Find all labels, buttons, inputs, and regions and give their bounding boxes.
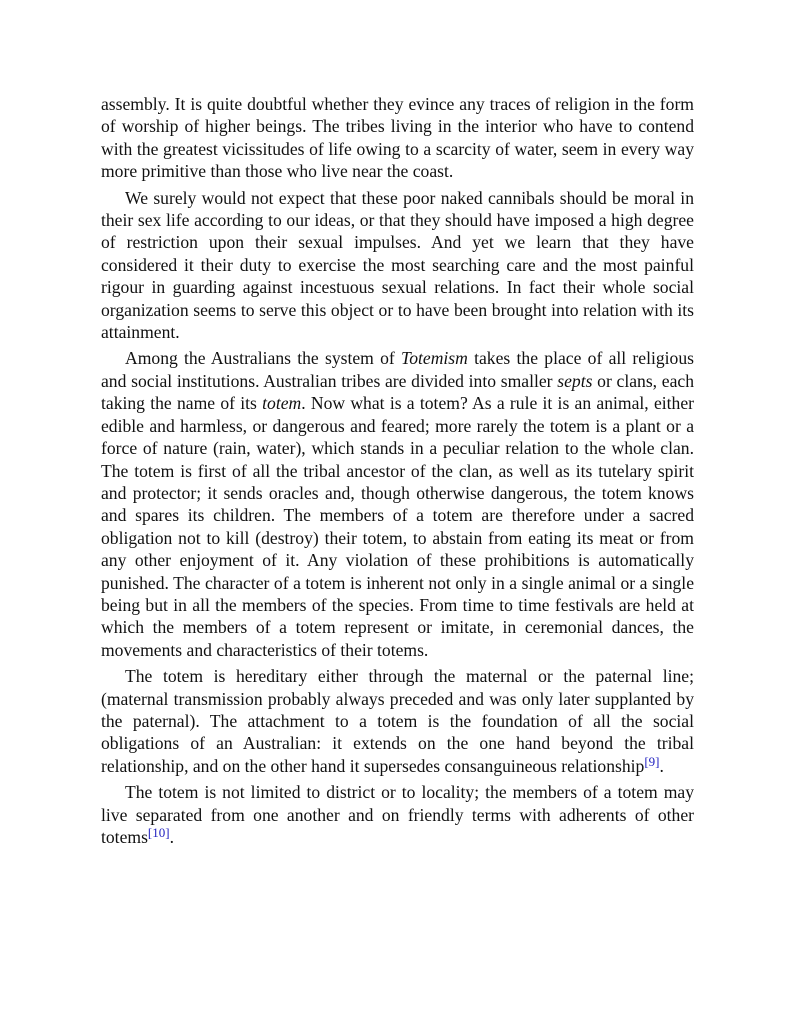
- italic-term: totem: [262, 393, 302, 414]
- document-page: [101, 93, 694, 852]
- italic-term: septs: [557, 370, 593, 391]
- text-run: or clans, each taking the name of its: [101, 370, 694, 414]
- text-run: takes the place of all religious and social institutions. Australian tribes are divided into smaller: [101, 348, 694, 391]
- paragraph: [101, 187, 694, 344]
- text-run: .: [169, 827, 174, 847]
- text-run: The totem is hereditary either through the maternal or the paternal line; (maternal transmission probably always preceded and was only later supplanted by the paternal). The attachment to a totem is the foundation of all the social obligations of an Australian: it extends on the one hand beyond the tribal relationship, and on the other hand it supersedes consanguineous relationship: [101, 666, 694, 776]
- italic-term: Totemism: [401, 348, 468, 369]
- text-run: assembly. It is quite doubtful whether they evince any traces of religion in the form of worship of higher beings. The tribes living in the interior who have to contend with the greatest vicissitudes of life owing to a scarcity of water, seem in every way more primitive than those who live near the coast.: [101, 94, 694, 182]
- footnote-link[interactable]: [10]: [147, 825, 170, 840]
- footnote-link[interactable]: [9]: [644, 753, 660, 769]
- text-run: The totem is not limited to district or to locality; the members of a totem may live separated from one another and on friendly terms with adherents of other totems: [101, 782, 694, 847]
- paragraph: [101, 347, 694, 661]
- paragraph: [101, 93, 694, 183]
- text-run: We surely would not expect that these poor naked cannibals should be moral in their sex life according to our ideas, or that they should have imposed a high degree of restriction upon their sexual impulses. And yet we learn that they have considered it their duty to exercise the most searching care and the most painful rigour in guarding against incestuous sexual relations. In fact their whole social organization seems to serve this object or to have been brought into relation with its attainment.: [101, 187, 694, 343]
- paragraph: [101, 781, 694, 848]
- text-run: Among the Australians the system of: [125, 348, 402, 369]
- paragraph: [101, 665, 694, 777]
- text-run: .: [659, 755, 664, 776]
- text-run: . Now what is a totem? As a rule it is an animal, either edible and harmless, or dangerous and feared; more rarely the totem is a plant or a force of nature (rain, water), which stands in a peculiar relation to the whole clan. The totem is first of all the tribal ancestor of the clan, as well as its tutelary spirit and protector; it sends oracles and, though otherwise dangerous, the totem knows and spares its children. The members of a totem are therefore under a sacred obligation not to kill (destroy) their totem, to abstain from eating its meat or from any other enjoyment of it. Any violation of these prohibitions is automatically punished. The character of a totem is inherent not only in a single animal or a single being but in all the members of the species. From time to time festivals are held at which the members of a totem represent or imitate, in ceremonial dances, the movements and characteristics of their totems.: [101, 393, 694, 660]
